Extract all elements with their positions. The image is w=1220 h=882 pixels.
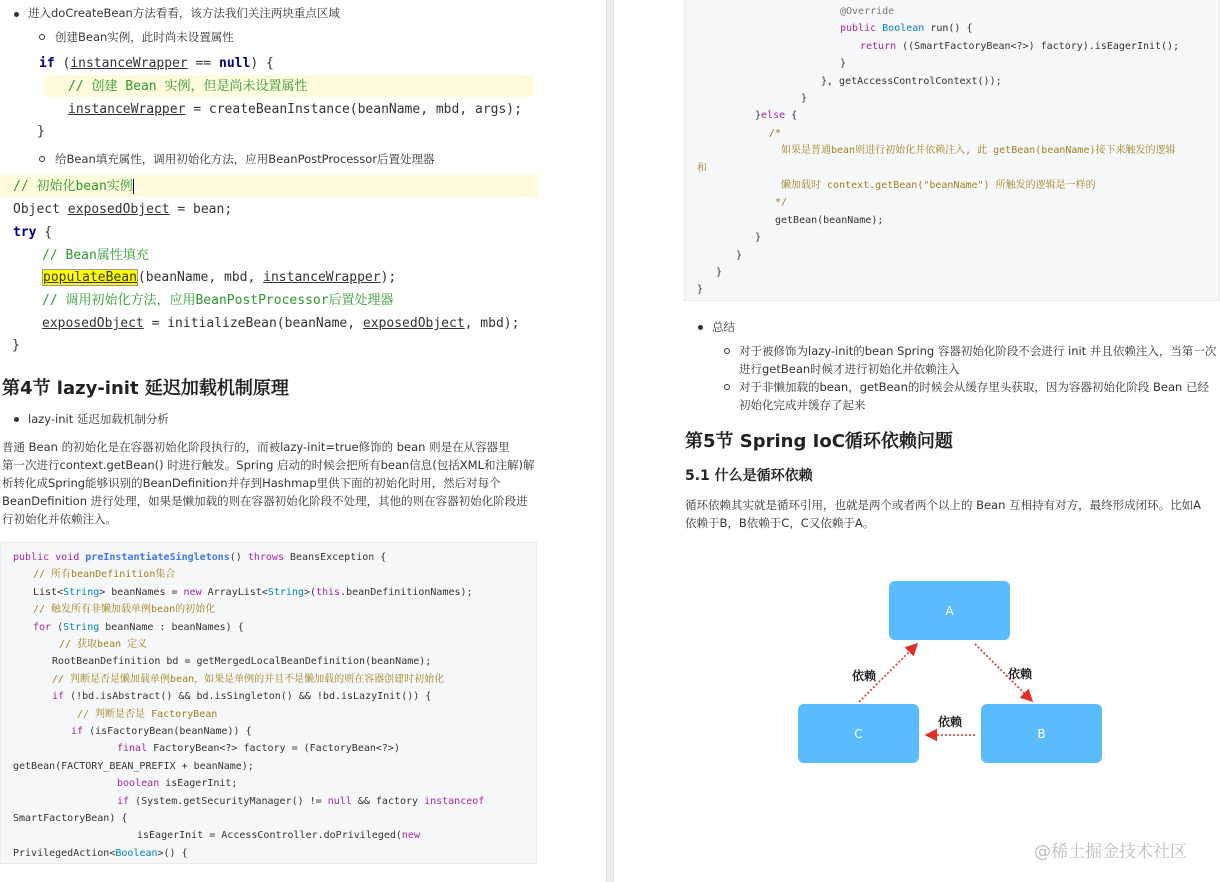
code-line: if (!bd.isAbstract() && bd.isSingleton() && !bd.isLazyInit()) { — [52, 691, 432, 703]
edge-label-b-c: 依赖 — [938, 715, 963, 729]
code-line: } — [12, 338, 20, 353]
code-line: PrivilegedAction<Boolean>() { — [13, 847, 188, 859]
code-line: } — [755, 232, 762, 244]
code-annotation: @Override — [840, 6, 895, 17]
list-item: 进行getBean时候才进行初始化并依赖注入 — [739, 362, 960, 376]
bullet-dot — [14, 417, 19, 422]
code-line: Object exposedObject = bean; — [13, 202, 233, 217]
code-comment: */ — [775, 197, 788, 209]
text-cursor — [133, 179, 134, 194]
code-line: public Boolean run() { — [840, 23, 973, 35]
code-line: try { — [13, 225, 53, 240]
edge-label-c-a: 依赖 — [852, 669, 877, 683]
list-item: 对于被修饰为lazy-init的bean Spring 容器初始化阶段不会进行 init 并且依赖注入，当第一次 — [739, 344, 1217, 358]
bullet-text: 进入doCreateBean方法看看，该方法我们关注两块重点区域 — [28, 6, 340, 20]
sub-bullet-circle — [724, 348, 730, 354]
list-item: 初始化完成并缓存了起来 — [739, 398, 866, 412]
edge-label-a-b: 依赖 — [1008, 667, 1033, 681]
code-comment: // 创建 Bean 实例，但是尚未设置属性 — [68, 79, 308, 94]
code-block-pre-instantiate — [0, 542, 537, 864]
code-line: }else { — [755, 110, 798, 122]
node-b: B — [981, 704, 1102, 763]
right-page — [614, 0, 1220, 882]
code-comment: // 判断是否是懒加载单例bean，如果是单例的并且不是懒加载的则在容器创建时初始化 — [52, 673, 445, 685]
sub-bullet-circle — [39, 156, 45, 162]
code-line: if (instanceWrapper == null) { — [39, 56, 274, 71]
code-line: for (String beanName : beanNames) { — [33, 621, 244, 633]
list-item: 对于非懒加载的bean，getBean的时候会从缓存里头获取，因为容器初始化阶段 Bean 已经 — [739, 380, 1210, 394]
code-comment: 懒加载时 context.getBean("beanName") 所触发的逻辑是一样的 — [781, 180, 1096, 191]
code-line: isEagerInit = AccessController.doPrivileged(new — [137, 830, 420, 842]
code-comment: // 判断是否是 FactoryBean — [77, 708, 218, 720]
code-line: if (isFactoryBean(beanName)) { — [71, 726, 252, 737]
code-line: } — [840, 58, 847, 70]
code-comment: // 获取bean 定义 — [59, 639, 148, 650]
code-line: } — [37, 124, 45, 139]
code-line: List<String> beanNames = new ArrayList<String>(this.beanDefinitionNames); — [33, 586, 473, 598]
sub-bullet-text: 给Bean填充属性，调用初始化方法，应用BeanPostProcessor后置处理器 — [55, 152, 435, 166]
code-line: getBean(beanName); — [775, 214, 884, 226]
section-heading: 第5节 Spring IoC循环依赖问题 — [685, 431, 953, 452]
bullet-text: 总结 — [712, 320, 735, 334]
search-highlight: populateBean — [43, 270, 137, 285]
code-line: RootBeanDefinition bd = getMergedLocalBeanDefinition(beanName); — [52, 656, 432, 668]
code-line: }, getAccessControlContext()); — [821, 75, 1002, 87]
sub-bullet-circle — [39, 34, 45, 40]
code-line: populateBean(beanName, mbd, instanceWrapper); — [43, 270, 397, 285]
code-comment: /* — [769, 127, 782, 139]
code-comment: // 触发所有非懒加载单例bean的初始化 — [33, 604, 216, 616]
code-line: final FactoryBean<?> factory = (FactoryBean<?>) — [117, 743, 400, 755]
code-line: SmartFactoryBean) { — [13, 813, 128, 824]
code-line: boolean isEagerInit; — [117, 778, 238, 790]
sub-bullet-text: 创建Bean实例，此时尚未设置属性 — [55, 30, 234, 44]
code-comment: // 初始化bean实例 — [13, 179, 133, 194]
code-line: public void preInstantiateSingletons() throws BeansException { — [13, 552, 387, 563]
code-line: } — [697, 284, 704, 296]
node-a: A — [889, 581, 1010, 640]
paragraph: 普通 Bean 的初始化是在容器初始化阶段执行的，而被lazy-init=true修饰的 bean 则是在从容器里 第一次进行context.getBean() 时进行触发。Spring 启动的时候会把所有bean信息(包括XML和注解)解 析转化成Spring能够识别的BeanDefinition并存到Hashmap里供下面的初始化时用，然后对每个 BeanDefinition 进行处理，如果是懒加载的则在容器初始化阶段不处理，其他的则在容器初始化阶段进 行初始化并依赖注入。 — [2, 440, 535, 526]
code-line: if (System.getSecurityManager() != null && factory instanceof — [117, 795, 485, 807]
sub-bullet-circle — [724, 384, 730, 390]
left-page — [0, 0, 606, 882]
code-line: } — [716, 267, 723, 278]
bullet-dot — [698, 325, 703, 330]
code-line: getBean(FACTORY_BEAN_PREFIX + beanName); — [13, 760, 254, 772]
code-comment: // Bean属性填充 — [42, 248, 149, 263]
code-line: } — [801, 93, 808, 104]
paragraph: 循环依赖其实就是循环引用，也就是两个或者两个以上的 Bean 互相持有对方，最终形成闭环。比如A 依赖于B，B依赖于C，C又依赖于A。 — [685, 498, 1201, 530]
code-comment: 和 — [697, 162, 707, 174]
code-line: return ((SmartFactoryBean<?>) factory).isEagerInit(); — [860, 40, 1180, 52]
code-line: exposedObject = initializeBean(beanName, exposedObject, mbd); — [42, 316, 520, 331]
node-c: C — [798, 704, 919, 763]
section-heading: 第4节 lazy-init 延迟加载机制原理 — [2, 378, 289, 399]
code-comment: // 所有beanDefinition集合 — [33, 569, 176, 581]
code-comment: 如果是普通bean则进行初始化并依赖注入, 此 getBean(beanName)接下来触发的逻辑 — [781, 145, 1176, 157]
page-gutter — [606, 0, 614, 882]
subsection-heading: 5.1 什么是循环依赖 — [685, 468, 813, 484]
code-line: instanceWrapper = createBeanInstance(beanName, mbd, args); — [68, 102, 522, 117]
code-comment: // 调用初始化方法，应用BeanPostProcessor后置处理器 — [42, 293, 394, 308]
code-line: } — [736, 249, 743, 261]
watermark: @稀土掘金技术社区 — [1034, 842, 1187, 862]
code-block-continued — [684, 0, 1220, 301]
bullet-text: lazy-init 延迟加载机制分析 — [28, 412, 169, 426]
bullet-dot — [14, 12, 19, 17]
